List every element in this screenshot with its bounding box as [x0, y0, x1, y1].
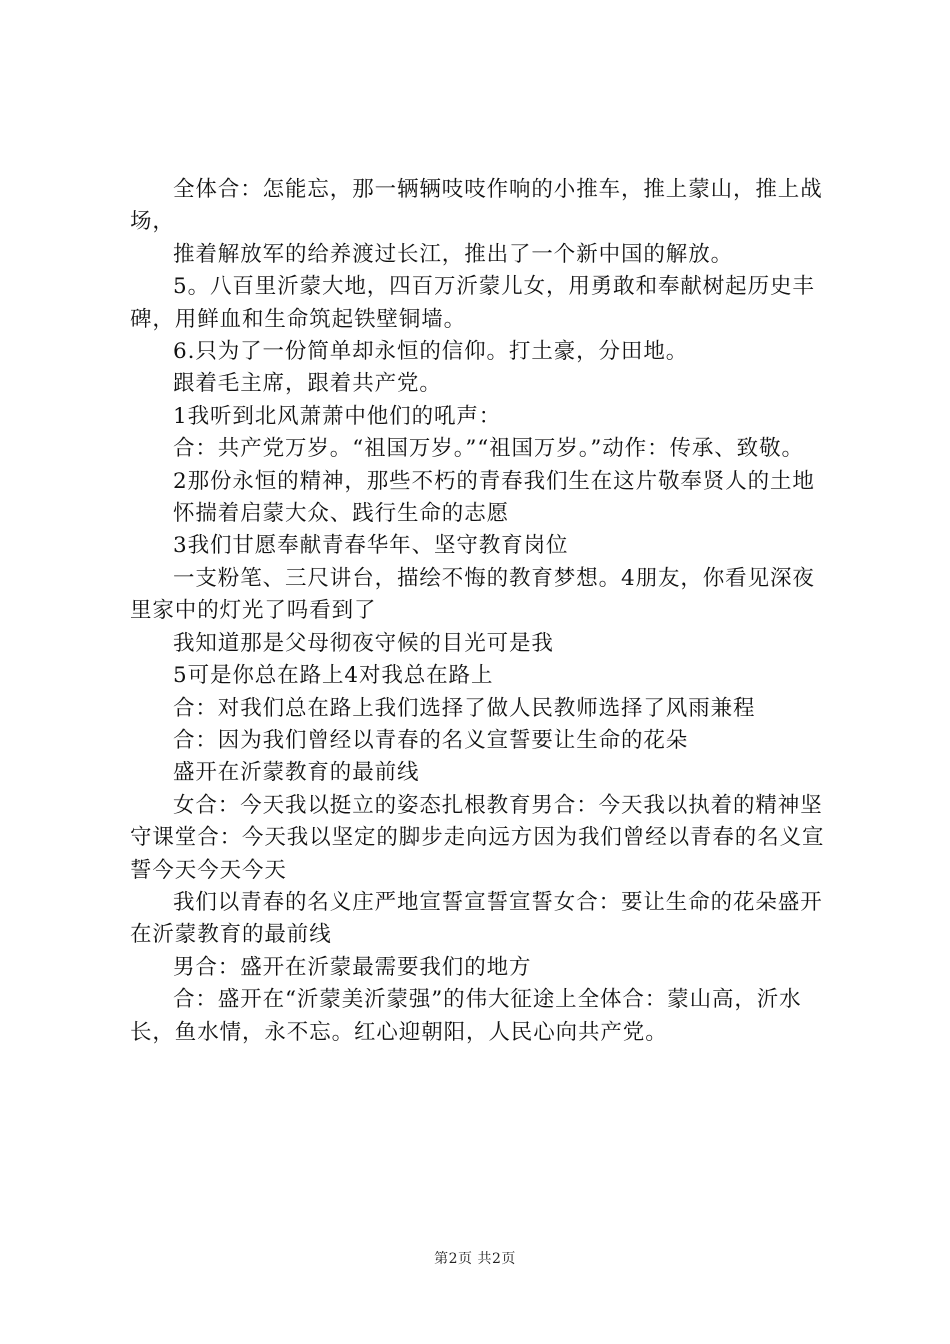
paragraph: 怀揣着启蒙大众、践行生命的志愿: [173, 501, 510, 527]
paragraph: 我们以青春的名义庄严地宣誓宣誓宣誓女合：要让生命的花朵盛开在沂蒙教育的最前线: [130, 889, 823, 948]
document-body: [130, 174, 830, 1049]
paragraph: 合：对我们总在路上我们选择了做人民教师选择了风雨兼程: [173, 695, 756, 721]
paragraph: 盛开在沂蒙教育的最前线: [173, 760, 420, 786]
paragraph: 跟着毛主席，跟着共产党。: [173, 371, 442, 397]
paragraph: 1我听到北风萧萧中他们的吼声：: [173, 403, 502, 429]
paragraph: 合：共产党万岁。“祖国万岁。”“祖国万岁。”动作：传承、致敬。: [173, 436, 804, 462]
paragraph: 男合：盛开在沂蒙最需要我们的地方: [173, 954, 532, 980]
paragraph: 6.只为了一份简单却永恒的信仰。打土豪，分田地。: [173, 339, 689, 365]
paragraph: 5。八百里沂蒙大地，四百万沂蒙儿女，用勇敢和奉献树起历史丰碑，用鲜血和生命筑起铁壁铜墙。: [130, 274, 815, 332]
paragraph: 全体合：怎能忘，那一辆辆吱吱作响的小推车，推上蒙山，推上战场，: [130, 177, 823, 235]
paragraph: 合：因为我们曾经以青春的名义宣誓要让生命的花朵: [173, 727, 689, 753]
paragraph: 推着解放军的给养渡过长江，推出了一个新中国的解放。: [173, 241, 734, 267]
paragraph: 合：盛开在“沂蒙美沂蒙强”的伟大征途上全体合：蒙山高，沂水长，鱼水情，永不忘。红心迎朝阳，人民心向共产党。: [130, 987, 802, 1045]
paragraph: 2那份永恒的精神，那些不朽的青春我们生在这片敬奉贤人的土地: [173, 468, 815, 494]
paragraph: 5可是你总在路上4对我总在路上: [173, 663, 494, 689]
paragraph: 女合：今天我以挺立的姿态扎根教育男合：今天我以执着的精神坚守课堂合：今天我以坚定的脚步走向远方因为我们曾经以青春的名义宣誓今天今天今天: [130, 792, 825, 883]
paragraph: 3我们甘愿奉献青春华年、坚守教育岗位: [173, 533, 569, 559]
paragraph: 我知道那是父母彻夜守候的目光可是我: [173, 630, 554, 656]
page-number-footer: 第2页 共2页: [434, 1251, 516, 1267]
paragraph: 一支粉笔、三尺讲台，描绘不悔的教育梦想。4朋友，你看见深夜里家中的灯光了吗看到了: [130, 565, 815, 624]
